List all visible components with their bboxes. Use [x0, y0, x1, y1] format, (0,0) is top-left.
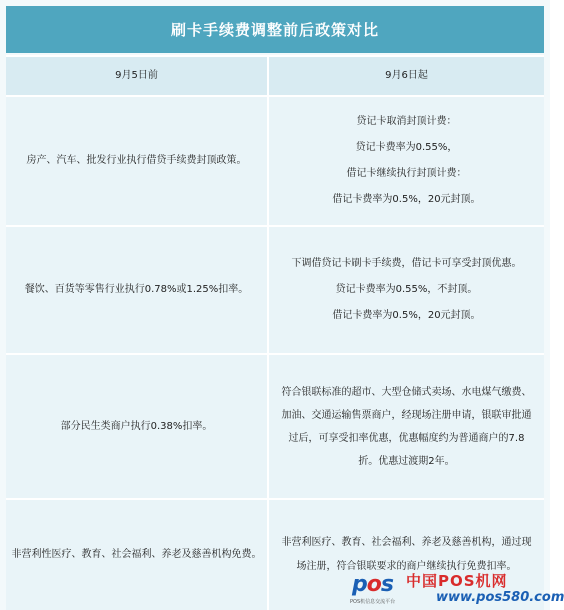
header-before: 9月5日前 — [6, 55, 269, 95]
pos-logo: pos — [352, 572, 393, 597]
row-4-before: 非营利性医疗、教育、社会福利、养老及慈善机构免费。 — [6, 498, 269, 610]
row-1-after-line: 借记卡继续执行封顶计费： — [346, 168, 467, 179]
row-2-after — [269, 225, 544, 353]
row-3-before: 部分民生类商户执行0.38%扣率。 — [6, 353, 269, 498]
row-4-after-text: 非营利医疗、教育、社会福利、养老及慈善机构，通过现场注册，符合银联要求的商户继续执行免费扣率。 — [281, 537, 532, 572]
row-1-after-line: 贷记卡取消封顶计费： — [356, 116, 457, 127]
pos-logo-subtitle: POS机信息交流平台 — [350, 599, 396, 605]
table-row — [6, 95, 544, 225]
row-2-after-line: 贷记卡费率为0.55%，不封顶。 — [335, 284, 478, 295]
site-watermark — [344, 568, 564, 610]
row-2-after-line: 下调借贷记卡刷卡手续费，借记卡可享受封顶优惠。 — [291, 258, 522, 269]
row-1-after — [269, 95, 544, 225]
row-2-before: 餐饮、百货等零售行业执行0.78%或1.25%扣率。 — [6, 225, 269, 353]
row-1-before: 房产、汽车、批发行业执行借贷手续费封顶政策。 — [6, 95, 269, 225]
header-row — [6, 55, 544, 95]
header-after: 9月6日起 — [269, 55, 544, 95]
table-title — [6, 6, 544, 53]
table-title-text: 刷卡手续费调整前后政策对比 — [170, 21, 379, 39]
row-1-after-line: 贷记卡费率为0.55%， — [355, 142, 458, 153]
row-2-after-line: 借记卡费率为0.5%，20元封顶。 — [332, 310, 481, 321]
site-name: 中国POS机网 — [406, 572, 508, 590]
site-url: www.pos580.com — [436, 590, 564, 605]
row-1-after-line: 借记卡费率为0.5%，20元封顶。 — [332, 194, 481, 205]
row-3-after-text: 符合银联标准的超市、大型仓储式卖场、水电煤气缴费、加油、交通运输售票商户，经现场注册申请，银联审批通过后，可享受扣率优惠，优惠幅度约为普通商户的7.8折。优惠过渡期2年。 — [281, 386, 532, 467]
row-3-after — [269, 353, 544, 498]
table-row — [6, 225, 544, 353]
table-row — [6, 353, 544, 498]
